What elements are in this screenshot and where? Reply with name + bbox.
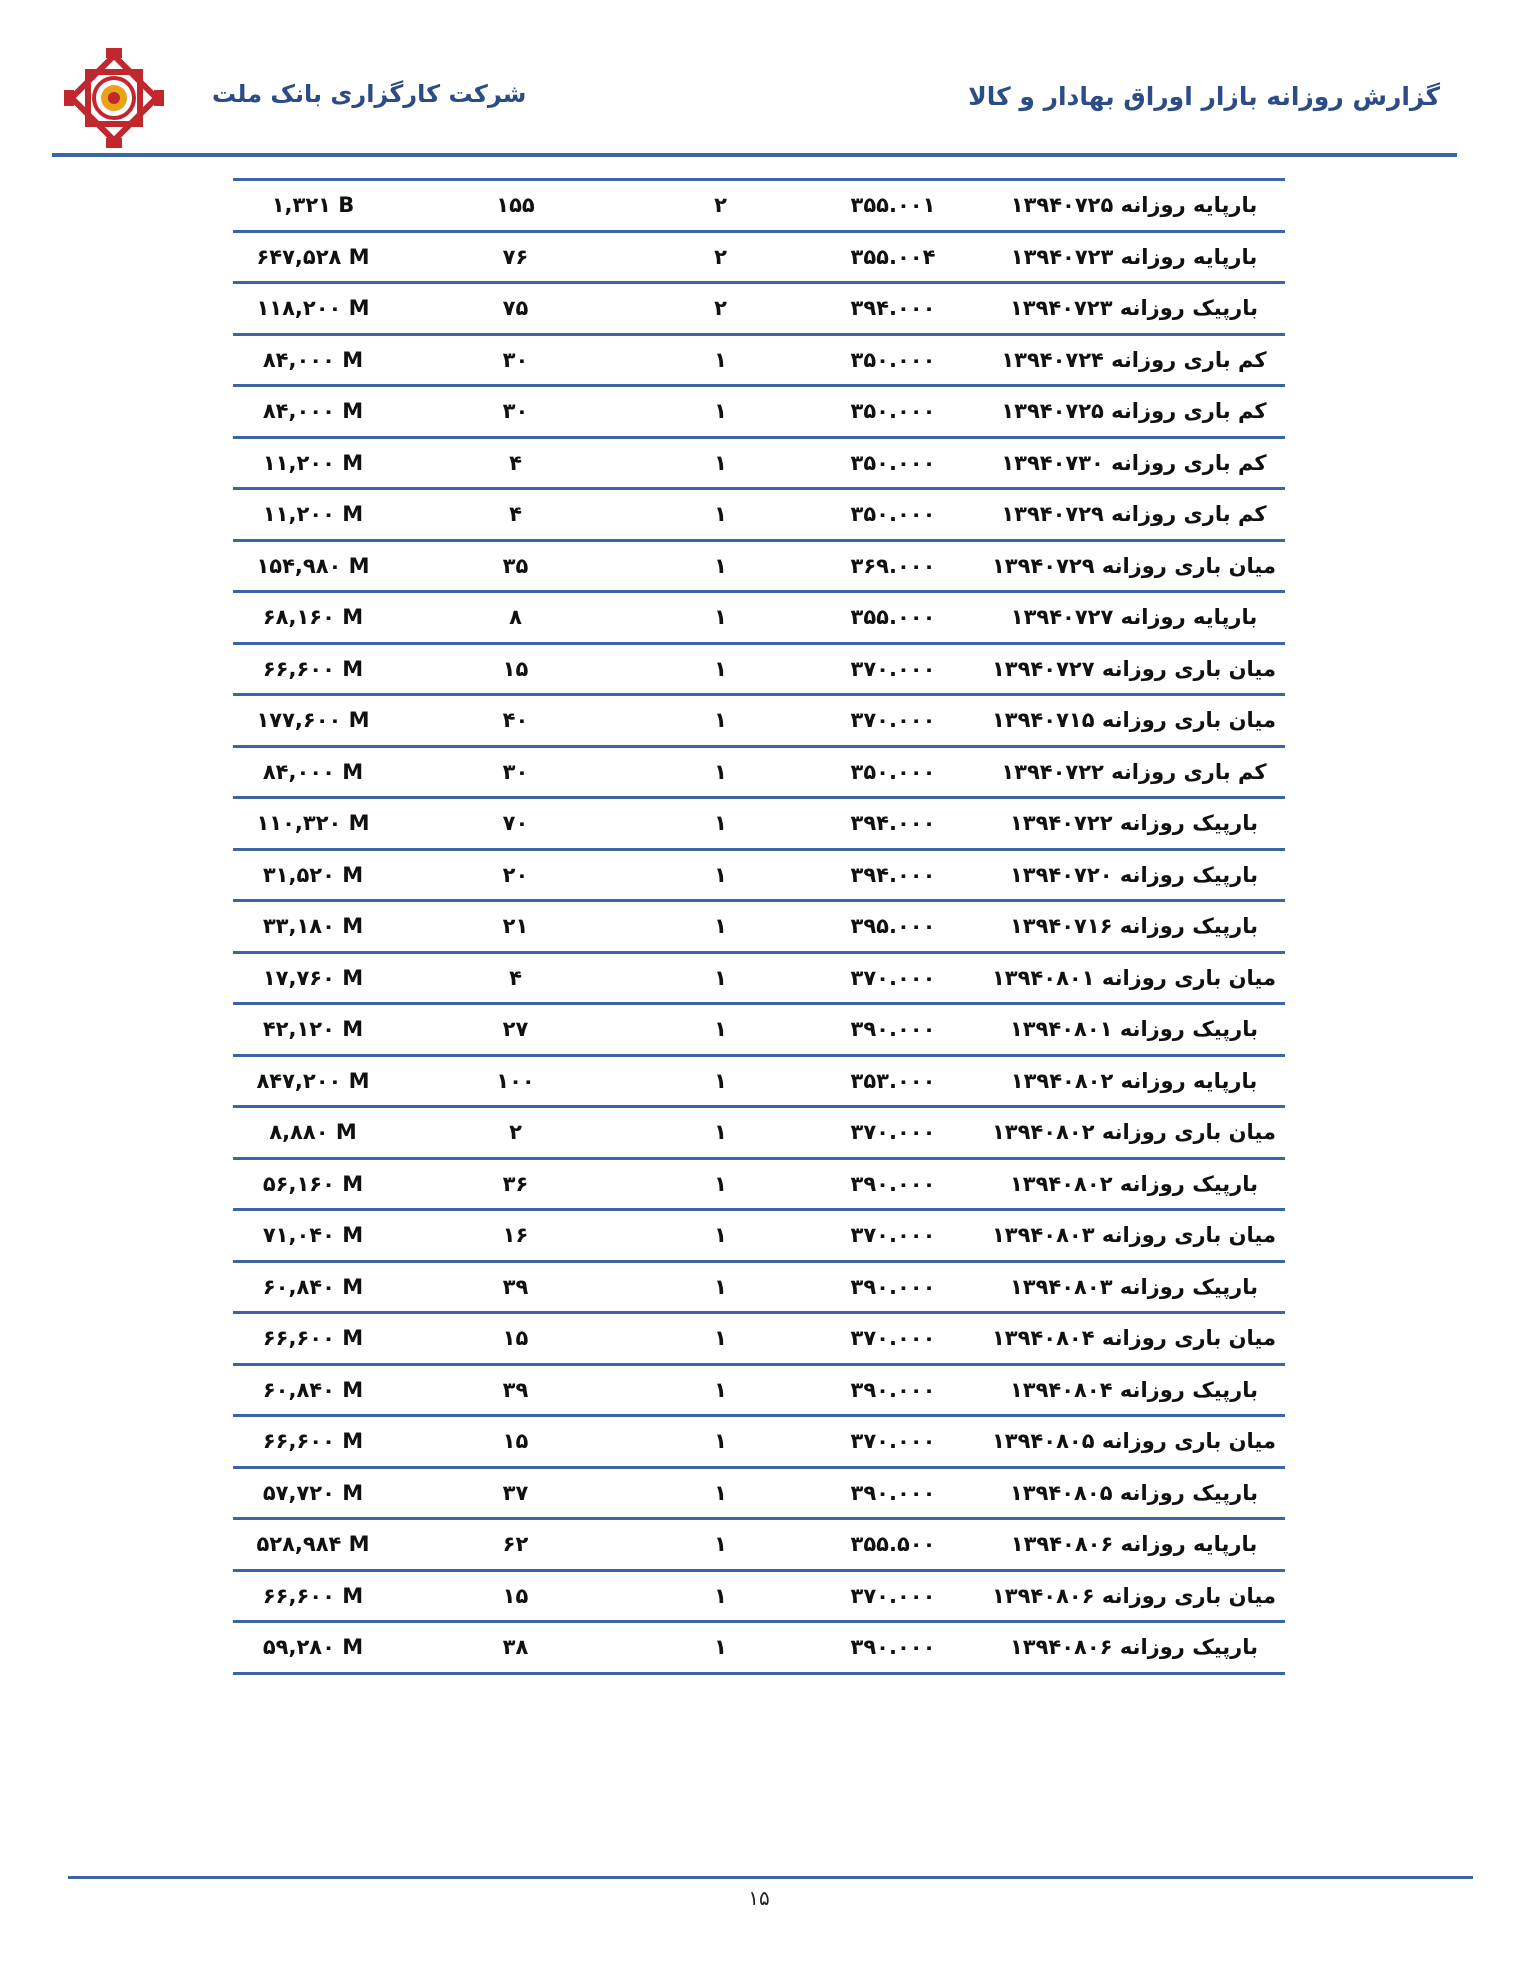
cell-value: ۱۵۴,۹۸۰ M	[233, 540, 393, 592]
table-row	[233, 386, 1285, 438]
cell-contract-name: بارپایه روزانه ۱۳۹۴۰۸۰۲	[983, 1055, 1285, 1107]
cell-contract-name: بارپیک روزانه ۱۳۹۴۰۸۰۶	[983, 1622, 1285, 1674]
cell-contract-name: بارپایه روزانه ۱۳۹۴۰۷۲۵	[983, 180, 1285, 232]
cell-number: ۱	[638, 746, 803, 798]
cell-value: ۵۶,۱۶۰ M	[233, 1158, 393, 1210]
cell-count: ۱۵	[393, 1570, 638, 1622]
cell-number: ۱	[638, 437, 803, 489]
cell-price: ۳۷۰.۰۰۰	[803, 695, 983, 747]
cell-price: ۳۷۰.۰۰۰	[803, 1210, 983, 1262]
cell-value: ۶۰,۸۴۰ M	[233, 1364, 393, 1416]
cell-value: ۴۲,۱۲۰ M	[233, 1004, 393, 1056]
table-row	[233, 1210, 1285, 1262]
cell-number: ۱	[638, 592, 803, 644]
cell-number: ۱	[638, 849, 803, 901]
cell-contract-name: میان باری روزانه ۱۳۹۴۰۷۲۷	[983, 643, 1285, 695]
cell-price: ۳۷۰.۰۰۰	[803, 1416, 983, 1468]
cell-contract-name: میان باری روزانه ۱۳۹۴۰۸۰۲	[983, 1107, 1285, 1159]
cell-value: ۸۴۷,۲۰۰ M	[233, 1055, 393, 1107]
cell-price: ۳۹۴.۰۰۰	[803, 849, 983, 901]
table-row	[233, 231, 1285, 283]
cell-value: ۱۱۸,۲۰۰ M	[233, 283, 393, 335]
cell-contract-name: بارپایه روزانه ۱۳۹۴۰۷۲۳	[983, 231, 1285, 283]
table-row	[233, 1107, 1285, 1159]
cell-value: ۸۴,۰۰۰ M	[233, 334, 393, 386]
cell-value: ۶۸,۱۶۰ M	[233, 592, 393, 644]
cell-value: ۸۴,۰۰۰ M	[233, 746, 393, 798]
transactions-table	[233, 178, 1285, 1675]
cell-price: ۳۷۰.۰۰۰	[803, 1107, 983, 1159]
cell-value: ۶۰,۸۴۰ M	[233, 1261, 393, 1313]
cell-contract-name: میان باری روزانه ۱۳۹۴۰۷۲۹	[983, 540, 1285, 592]
cell-count: ۷۰	[393, 798, 638, 850]
cell-number: ۲	[638, 180, 803, 232]
cell-number: ۱	[638, 334, 803, 386]
cell-price: ۳۵۰.۰۰۰	[803, 746, 983, 798]
cell-contract-name: کم باری روزانه ۱۳۹۴۰۷۲۹	[983, 489, 1285, 541]
footer-divider	[68, 1876, 1473, 1879]
cell-count: ۴	[393, 952, 638, 1004]
cell-number: ۱	[638, 1261, 803, 1313]
cell-number: ۱	[638, 952, 803, 1004]
cell-price: ۳۹۰.۰۰۰	[803, 1467, 983, 1519]
cell-contract-name: میان باری روزانه ۱۳۹۴۰۸۰۶	[983, 1570, 1285, 1622]
cell-contract-name: کم باری روزانه ۱۳۹۴۰۷۳۰	[983, 437, 1285, 489]
cell-contract-name: بارپیک روزانه ۱۳۹۴۰۷۱۶	[983, 901, 1285, 953]
table-row	[233, 952, 1285, 1004]
cell-price: ۳۶۹.۰۰۰	[803, 540, 983, 592]
cell-price: ۳۵۵.۰۰۱	[803, 180, 983, 232]
cell-price: ۳۵۰.۰۰۰	[803, 386, 983, 438]
cell-value: ۳۳,۱۸۰ M	[233, 901, 393, 953]
table-row	[233, 1364, 1285, 1416]
cell-contract-name: بارپیک روزانه ۱۳۹۴۰۸۰۲	[983, 1158, 1285, 1210]
cell-number: ۲	[638, 231, 803, 283]
cell-value: ۱۷,۷۶۰ M	[233, 952, 393, 1004]
cell-count: ۲۰	[393, 849, 638, 901]
cell-value: ۱۱,۲۰۰ M	[233, 437, 393, 489]
cell-number: ۱	[638, 1210, 803, 1262]
cell-value: ۶۶,۶۰۰ M	[233, 1313, 393, 1365]
cell-count: ۲	[393, 1107, 638, 1159]
cell-value: ۱۱,۲۰۰ M	[233, 489, 393, 541]
cell-count: ۴	[393, 437, 638, 489]
cell-value: ۶۶,۶۰۰ M	[233, 1570, 393, 1622]
cell-price: ۳۷۰.۰۰۰	[803, 952, 983, 1004]
table-row	[233, 592, 1285, 644]
cell-number: ۱	[638, 1622, 803, 1674]
cell-count: ۴	[393, 489, 638, 541]
table-row	[233, 1055, 1285, 1107]
cell-count: ۱۵	[393, 643, 638, 695]
cell-contract-name: بارپیک روزانه ۱۳۹۴۰۸۰۳	[983, 1261, 1285, 1313]
cell-number: ۱	[638, 1519, 803, 1571]
cell-value: ۱۱۰,۳۲۰ M	[233, 798, 393, 850]
page-number: ۱۵	[748, 1886, 770, 1910]
cell-price: ۳۵۵.۰۰۰	[803, 592, 983, 644]
cell-count: ۱۰۰	[393, 1055, 638, 1107]
cell-count: ۷۵	[393, 283, 638, 335]
cell-number: ۱	[638, 695, 803, 747]
company-name: شرکت کارگزاری بانک ملت	[212, 80, 527, 108]
cell-contract-name: میان باری روزانه ۱۳۹۴۰۸۰۴	[983, 1313, 1285, 1365]
table-row	[233, 1313, 1285, 1365]
cell-value: ۵۲۸,۹۸۴ M	[233, 1519, 393, 1571]
table-row	[233, 283, 1285, 335]
cell-count: ۶۲	[393, 1519, 638, 1571]
cell-number: ۱	[638, 1158, 803, 1210]
cell-value: ۵۹,۲۸۰ M	[233, 1622, 393, 1674]
cell-price: ۳۹۰.۰۰۰	[803, 1004, 983, 1056]
cell-count: ۱۵۵	[393, 180, 638, 232]
cell-contract-name: بارپیک روزانه ۱۳۹۴۰۷۲۳	[983, 283, 1285, 335]
cell-contract-name: میان باری روزانه ۱۳۹۴۰۸۰۳	[983, 1210, 1285, 1262]
cell-price: ۳۵۰.۰۰۰	[803, 437, 983, 489]
cell-price: ۳۹۰.۰۰۰	[803, 1158, 983, 1210]
cell-price: ۳۹۰.۰۰۰	[803, 1261, 983, 1313]
cell-number: ۲	[638, 283, 803, 335]
table-row	[233, 643, 1285, 695]
cell-price: ۳۷۰.۰۰۰	[803, 1570, 983, 1622]
cell-number: ۱	[638, 1313, 803, 1365]
cell-count: ۲۷	[393, 1004, 638, 1056]
cell-value: ۸۴,۰۰۰ M	[233, 386, 393, 438]
table-body	[233, 180, 1285, 1674]
cell-count: ۳۰	[393, 746, 638, 798]
cell-number: ۱	[638, 1467, 803, 1519]
cell-contract-name: بارپیک روزانه ۱۳۹۴۰۸۰۱	[983, 1004, 1285, 1056]
cell-number: ۱	[638, 1364, 803, 1416]
cell-count: ۳۰	[393, 386, 638, 438]
cell-price: ۳۵۳.۰۰۰	[803, 1055, 983, 1107]
cell-value: ۸,۸۸۰ M	[233, 1107, 393, 1159]
cell-count: ۱۵	[393, 1416, 638, 1468]
table-row	[233, 1570, 1285, 1622]
cell-contract-name: کم باری روزانه ۱۳۹۴۰۷۲۴	[983, 334, 1285, 386]
cell-contract-name: میان باری روزانه ۱۳۹۴۰۸۰۱	[983, 952, 1285, 1004]
table-row	[233, 437, 1285, 489]
table-row	[233, 180, 1285, 232]
table-row	[233, 1261, 1285, 1313]
table-row	[233, 901, 1285, 953]
cell-price: ۳۵۵.۵۰۰	[803, 1519, 983, 1571]
cell-price: ۳۵۰.۰۰۰	[803, 334, 983, 386]
cell-count: ۷۶	[393, 231, 638, 283]
cell-number: ۱	[638, 1416, 803, 1468]
table-row	[233, 1416, 1285, 1468]
cell-contract-name: بارپایه روزانه ۱۳۹۴۰۷۲۷	[983, 592, 1285, 644]
cell-count: ۳۷	[393, 1467, 638, 1519]
cell-count: ۸	[393, 592, 638, 644]
cell-price: ۳۵۰.۰۰۰	[803, 489, 983, 541]
cell-price: ۳۵۵.۰۰۴	[803, 231, 983, 283]
table-row	[233, 1158, 1285, 1210]
cell-value: ۳۱,۵۲۰ M	[233, 849, 393, 901]
cell-number: ۱	[638, 798, 803, 850]
cell-price: ۳۹۵.۰۰۰	[803, 901, 983, 953]
cell-value: ۶۶,۶۰۰ M	[233, 1416, 393, 1468]
cell-price: ۳۷۰.۰۰۰	[803, 1313, 983, 1365]
bank-mellat-logo	[62, 46, 166, 150]
cell-value: ۱۷۷,۶۰۰ M	[233, 695, 393, 747]
cell-contract-name: کم باری روزانه ۱۳۹۴۰۷۲۵	[983, 386, 1285, 438]
cell-number: ۱	[638, 1055, 803, 1107]
table-row	[233, 746, 1285, 798]
cell-count: ۳۶	[393, 1158, 638, 1210]
cell-count: ۴۰	[393, 695, 638, 747]
cell-contract-name: کم باری روزانه ۱۳۹۴۰۷۲۲	[983, 746, 1285, 798]
cell-value: ۶۴۷,۵۲۸ M	[233, 231, 393, 283]
table-row	[233, 695, 1285, 747]
cell-count: ۱۶	[393, 1210, 638, 1262]
cell-contract-name: بارپیک روزانه ۱۳۹۴۰۷۲۲	[983, 798, 1285, 850]
cell-count: ۳۰	[393, 334, 638, 386]
cell-number: ۱	[638, 540, 803, 592]
table-row	[233, 489, 1285, 541]
cell-number: ۱	[638, 1570, 803, 1622]
table-row	[233, 1519, 1285, 1571]
cell-price: ۳۷۰.۰۰۰	[803, 643, 983, 695]
cell-number: ۱	[638, 1004, 803, 1056]
cell-number: ۱	[638, 1107, 803, 1159]
table-row	[233, 540, 1285, 592]
cell-value: ۵۷,۷۲۰ M	[233, 1467, 393, 1519]
header-divider	[52, 153, 1457, 157]
cell-price: ۳۹۴.۰۰۰	[803, 798, 983, 850]
cell-contract-name: میان باری روزانه ۱۳۹۴۰۷۱۵	[983, 695, 1285, 747]
cell-count: ۳۹	[393, 1364, 638, 1416]
cell-value: ۷۱,۰۴۰ M	[233, 1210, 393, 1262]
cell-count: ۱۵	[393, 1313, 638, 1365]
cell-number: ۱	[638, 489, 803, 541]
cell-count: ۳۸	[393, 1622, 638, 1674]
cell-contract-name: بارپیک روزانه ۱۳۹۴۰۸۰۴	[983, 1364, 1285, 1416]
table-row	[233, 849, 1285, 901]
report-title: گزارش روزانه بازار اوراق بهادار و کالا	[968, 82, 1440, 111]
table-row	[233, 1622, 1285, 1674]
cell-number: ۱	[638, 901, 803, 953]
cell-contract-name: بارپیک روزانه ۱۳۹۴۰۸۰۵	[983, 1467, 1285, 1519]
table-row	[233, 334, 1285, 386]
table-row	[233, 1467, 1285, 1519]
cell-contract-name: بارپایه روزانه ۱۳۹۴۰۸۰۶	[983, 1519, 1285, 1571]
cell-number: ۱	[638, 386, 803, 438]
cell-count: ۳۵	[393, 540, 638, 592]
cell-price: ۳۹۰.۰۰۰	[803, 1622, 983, 1674]
cell-value: ۱,۳۲۱ B	[233, 180, 393, 232]
cell-price: ۳۹۴.۰۰۰	[803, 283, 983, 335]
table-row	[233, 1004, 1285, 1056]
cell-contract-name: بارپیک روزانه ۱۳۹۴۰۷۲۰	[983, 849, 1285, 901]
table-row	[233, 798, 1285, 850]
cell-price: ۳۹۰.۰۰۰	[803, 1364, 983, 1416]
cell-count: ۳۹	[393, 1261, 638, 1313]
cell-value: ۶۶,۶۰۰ M	[233, 643, 393, 695]
cell-contract-name: میان باری روزانه ۱۳۹۴۰۸۰۵	[983, 1416, 1285, 1468]
cell-count: ۲۱	[393, 901, 638, 953]
cell-number: ۱	[638, 643, 803, 695]
